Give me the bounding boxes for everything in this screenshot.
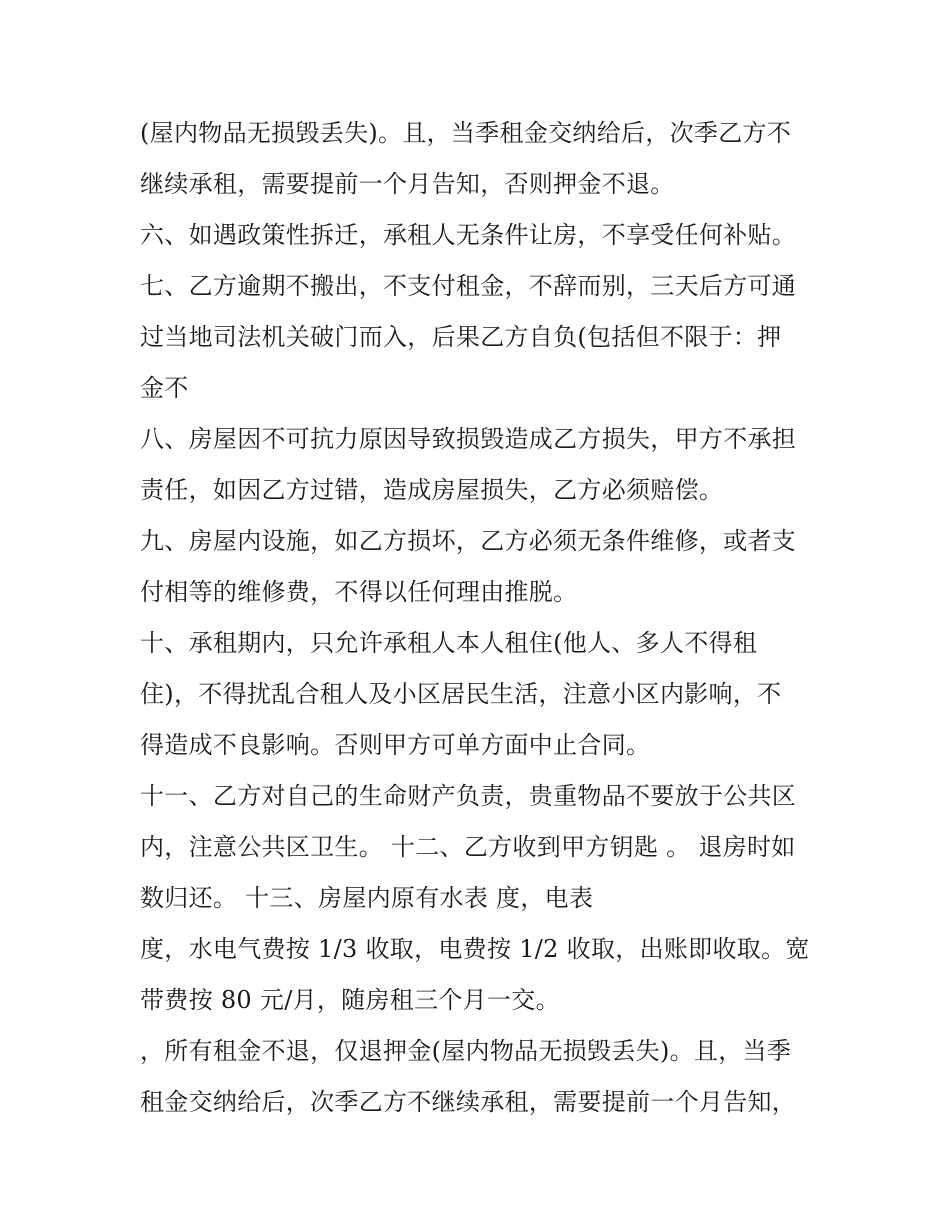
- text-line: 继续承租，需要提前一个月告知，否则押金不退。: [140, 170, 675, 198]
- text-line: (屋内物品无损毁丢失)。且，当季租金交纳给后，次季乙方不: [140, 119, 792, 147]
- text-line: 数归还。 十三、房屋内原有水表 度，电表: [140, 884, 594, 912]
- text-line: 内，注意公共区卫生。 十二、乙方收到甲方钥匙 。 退房时如: [140, 833, 796, 861]
- text-line: 租金交纳给后，次季乙方不继续承租，需要提前一个月告知，: [140, 1088, 797, 1116]
- text-line: 过当地司法机关破门而入，后果乙方自负(包括但不限于：押: [140, 323, 782, 351]
- document-body: [140, 108, 830, 1128]
- text-line: 带费按 80 元/月，随房租三个月一交。: [140, 986, 560, 1014]
- text-line: 度，水电气费按 1/3 收取，电费按 1/2 收取，出账即收取。宽: [140, 935, 810, 963]
- text-line: 十一、乙方对自己的生命财产负责，贵重物品不要放于公共区: [140, 782, 797, 810]
- text-line: 八、房屋因不可抗力原因导致损毁造成乙方损失，甲方不承担: [140, 425, 797, 453]
- text-line: ，所有租金不退，仅退押金(屋内物品无损毁丢失)。且，当季: [140, 1037, 792, 1065]
- text-line: 六、如遇政策性拆迁，承租人无条件让房，不享受任何补贴。: [140, 221, 797, 249]
- text-line: 付相等的维修费，不得以任何理由推脱。: [140, 578, 578, 606]
- text-line: 得造成不良影响。否则甲方可单方面中止合同。: [140, 731, 651, 759]
- text-line: 金不: [140, 374, 189, 402]
- text-line: 责任，如因乙方过错，造成房屋损失，乙方必须赔偿。: [140, 476, 724, 504]
- text-line: 住)，不得扰乱合租人及小区居民生活，注意小区内影响，不: [140, 680, 782, 708]
- text-line: 九、房屋内设施，如乙方损坏，乙方必须无条件维修，或者支: [140, 527, 797, 555]
- text-line: 十、承租期内，只允许承租人本人租住(他人、多人不得租: [140, 629, 758, 657]
- text-line: 七、乙方逾期不搬出，不支付租金，不辞而别，三天后方可通: [140, 272, 797, 300]
